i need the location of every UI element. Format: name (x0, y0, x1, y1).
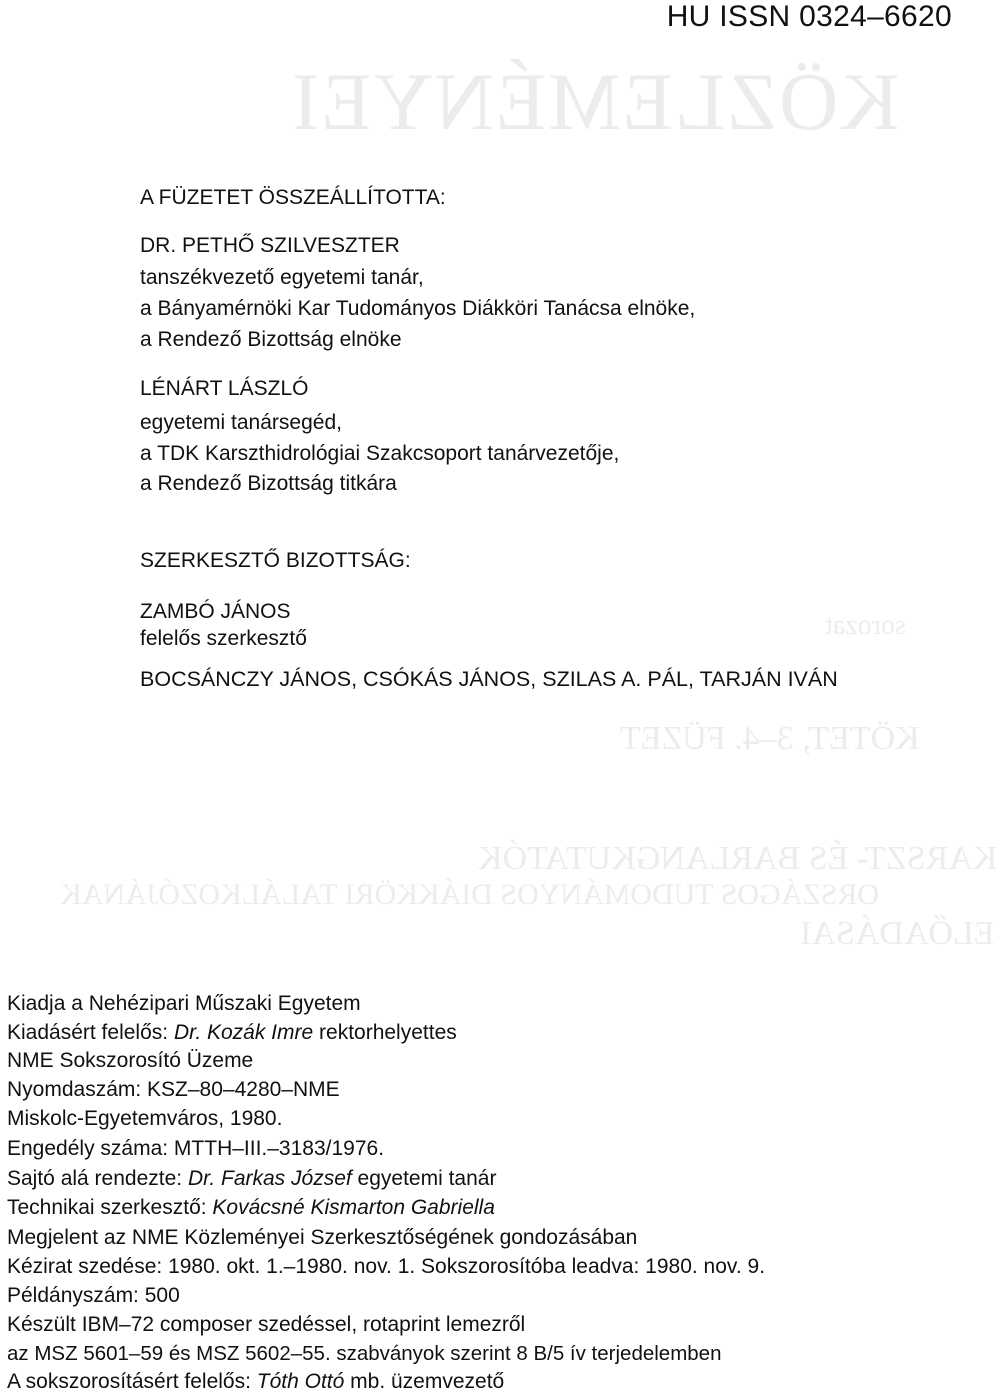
issn-number: HU ISSN 0324–6620 (666, 0, 952, 33)
imprint-reproduction-responsible (7, 1370, 504, 1394)
show-through-title: KÖZLEMÉNYEI (290, 56, 900, 147)
imprint-responsible-name: Dr. Kozák Imre (173, 1021, 314, 1044)
person1-name: DR. PETHŐ SZILVESZTER (140, 234, 400, 257)
imprint-place-year: Miskolc-Egyetemváros, 1980. (7, 1107, 283, 1130)
imprint-responsible-title: rektorhelyettes (313, 1021, 457, 1044)
person1-role-2: a Bányamérnöki Kar Tudományos Diákköri Tanácsa elnöke, (140, 297, 696, 320)
person2-name: LÉNÁRT LÁSZLÓ (140, 377, 309, 400)
show-through-line2: ORSZÁGOS TUDOMÁNYOS DIÁKKÖRI TALÁLKOZÓJÁNAK (60, 878, 879, 911)
show-through-line3: ELŐADÁSAI (800, 915, 995, 952)
chief-editor-name: ZAMBÓ JÁNOS (140, 600, 291, 623)
imprint-printer: NME Sokszorosító Üzeme (7, 1049, 254, 1072)
imprint-permit: Engedély száma: MTTH–III.–3183/1976. (7, 1137, 385, 1160)
imprint-press-editor (7, 1167, 496, 1191)
imprint-standards: az MSZ 5601–59 és MSZ 5602–55. szabványok szerint 8 B/5 ív terjedelemben (7, 1342, 722, 1365)
person2-role-1: egyetemi tanársegéd, (140, 411, 342, 434)
person2-role-2: a TDK Karszthidrológiai Szakcsoport tanárvezetője, (140, 442, 620, 465)
imprint-press-editor-title: egyetemi tanár (351, 1167, 497, 1190)
editorial-board-heading: SZERKESZTŐ BIZOTTSÁG: (140, 549, 411, 572)
imprint-press-editor-label: Sajtó alá rendezte: (7, 1167, 188, 1190)
imprint-reproduction-label: A sokszorosításért felelős: (7, 1370, 257, 1393)
person2-role-3: a Rendező Bizottság titkára (140, 472, 397, 495)
show-through-volume: KÖTET, 3–4. FÜZET (620, 720, 920, 757)
imprint-technical-editor (7, 1196, 495, 1220)
imprint-typesetting-dates: Kézirat szedése: 1980. okt. 1.–1980. nov. 1. Sokszorosítóba leadva: 1980. nov. 9. (7, 1255, 766, 1278)
imprint-technical-editor-name: Kovácsné Kismarton Gabriella (212, 1196, 495, 1219)
imprint-published-by: Megjelent az NME Közleményei Szerkesztőségének gondozásában (7, 1226, 638, 1249)
imprint-copies: Példányszám: 500 (7, 1284, 180, 1307)
imprint-technical-editor-label: Technikai szerkesztő: (7, 1196, 213, 1219)
imprint-print-number: Nyomdaszám: KSZ–80–4280–NME (7, 1078, 340, 1101)
show-through-series: sorozat (825, 610, 906, 641)
imprint-production: Készült IBM–72 composer szedéssel, rotaprint lemezről (7, 1313, 526, 1336)
board-members: BOCSÁNCZY JÁNOS, CSÓKÁS JÁNOS, SZILAS A. PÁL, TARJÁN IVÁN (140, 667, 838, 691)
imprint-publisher: Kiadja a Nehézipari Műszaki Egyetem (7, 992, 361, 1015)
imprint-responsible-label: Kiadásért felelős: (7, 1021, 174, 1044)
person1-role-3: a Rendező Bizottság elnöke (140, 328, 402, 351)
imprint-responsible-publisher (7, 1021, 457, 1045)
person1-role-1: tanszékvezető egyetemi tanár, (140, 266, 424, 289)
compiled-by-heading: A FÜZETET ÖSSZEÁLLÍTOTTA: (140, 186, 446, 209)
imprint-press-editor-name: Dr. Farkas József (187, 1167, 352, 1190)
show-through-line1: KARSZT- ÉS BARLANGKUTATÓK (478, 840, 997, 877)
imprint-reproduction-name: Tóth Ottó (256, 1370, 345, 1393)
chief-editor-role: felelős szerkesztő (140, 627, 307, 650)
imprint-reproduction-title: mb. üzemvezető (344, 1370, 505, 1393)
